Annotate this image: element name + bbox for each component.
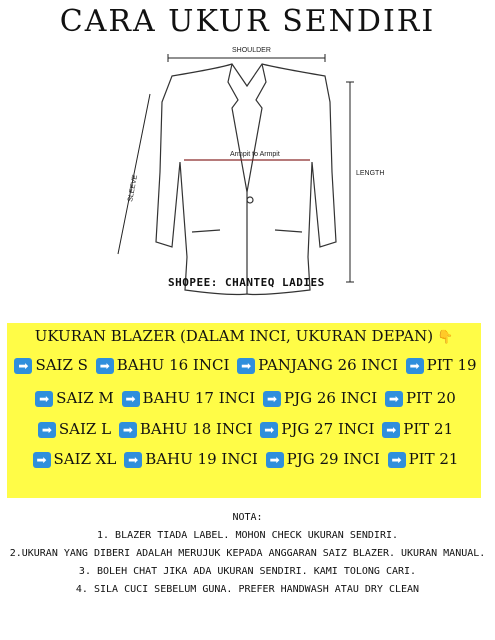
size-row [7, 420, 481, 438]
size-table-heading-text: UKURAN BLAZER (DALAM INCI, UKURAN DEPAN) [34, 327, 434, 345]
shoulder-value: BAHU 16 INCI [116, 356, 230, 374]
note-item: 3. BOLEH CHAT JIKA ADA UKURAN SENDIRI. KAMI TOLONG CARI. [78, 566, 417, 577]
right-arrow-icon: ➡ [263, 391, 281, 407]
right-arrow-icon: ➡ [122, 391, 140, 407]
size-row [7, 356, 481, 374]
right-arrow-icon: ➡ [406, 358, 424, 374]
note-item: 2.UKURAN YANG DIBERI ADALAH MERUJUK KEPADA ANGGARAN SAIZ BLAZER. UKURAN MANUAL. [9, 548, 486, 559]
length-value: PANJANG 26 INCI [258, 356, 398, 374]
length-value: PJG 29 INCI [286, 450, 380, 468]
shoulder-value: BAHU 17 INCI [142, 389, 256, 407]
right-arrow-icon: ➡ [96, 358, 114, 374]
jacket-outline [156, 64, 336, 295]
size-name: SAIZ L [58, 420, 112, 438]
right-arrow-icon: ➡ [119, 422, 137, 438]
size-row [7, 389, 481, 407]
sleeve-line [118, 94, 150, 254]
length-value: PJG 27 INCI [281, 420, 375, 438]
right-arrow-icon: ➡ [266, 452, 284, 468]
pit-value: PIT 21 [403, 420, 454, 438]
shoulder-value: BAHU 18 INCI [139, 420, 253, 438]
note-item: 4. SILA CUCI SEBELUM GUNA. PREFER HANDWASH ATAU DRY CLEAN [75, 584, 420, 595]
right-arrow-icon: ➡ [33, 452, 51, 468]
notes-heading: NOTA: [232, 512, 263, 523]
shoulder-value: BAHU 19 INCI [145, 450, 258, 468]
right-arrow-icon: ➡ [124, 452, 142, 468]
pit-value: PIT 19 [426, 356, 477, 374]
size-name: SAIZ S [35, 356, 88, 374]
right-arrow-icon: ➡ [38, 422, 56, 438]
shoulder-label: SHOULDER [232, 47, 271, 54]
right-arrow-icon: ➡ [385, 391, 403, 407]
armpit-label: Armpit to Armpit [230, 151, 280, 158]
size-table [7, 323, 481, 498]
right-arrow-icon: ➡ [35, 391, 53, 407]
right-arrow-icon: ➡ [388, 452, 406, 468]
size-name: SAIZ XL [53, 450, 117, 468]
pointing-down-hand-icon: 👇 [437, 330, 454, 345]
length-label: LENGTH [356, 170, 385, 177]
size-table-heading [7, 327, 481, 345]
page-title: CARA UKUR SENDIRI [59, 4, 436, 39]
right-arrow-icon: ➡ [260, 422, 278, 438]
shop-label: SHOPEE: CHANTEQ LADIES [168, 276, 325, 289]
pit-value: PIT 20 [405, 389, 456, 407]
right-arrow-icon: ➡ [382, 422, 400, 438]
size-row [7, 450, 481, 468]
length-value: PJG 26 INCI [283, 389, 378, 407]
sleeve-label: SLEEVE [127, 174, 140, 203]
note-item: 1. BLAZER TIADA LABEL. MOHON CHECK UKURAN SENDIRI. [96, 530, 399, 541]
notes-section [0, 512, 495, 602]
size-name: SAIZ M [56, 389, 114, 407]
pit-value: PIT 21 [408, 450, 459, 468]
right-arrow-icon: ➡ [14, 358, 32, 374]
right-arrow-icon: ➡ [237, 358, 255, 374]
